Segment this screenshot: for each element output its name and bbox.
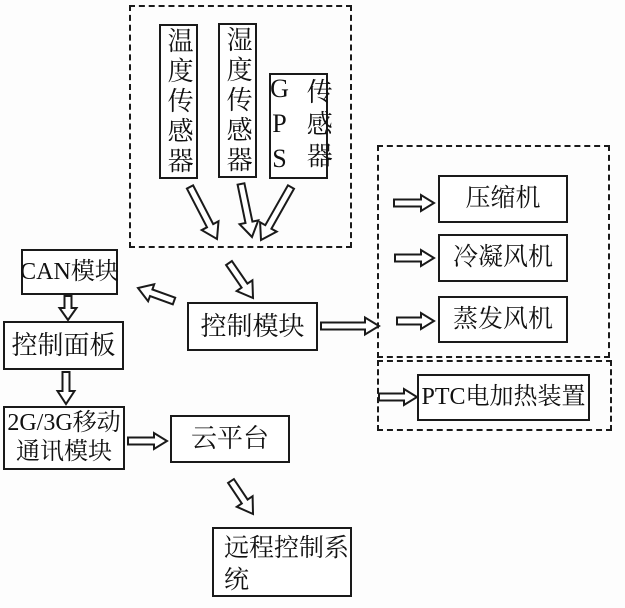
arrow-control-panel-to-comm: [58, 372, 75, 404]
comm-module-label-line1: 2G/3G移动: [7, 410, 121, 437]
gps-sensor-word: 传感器: [303, 78, 333, 174]
arrow-control-module-to-can: [138, 284, 175, 304]
ptc-heater-label: PTC电加热装置: [421, 384, 586, 411]
comm-module-box: [3, 406, 125, 470]
cloud-platform-label: 云平台: [190, 424, 269, 454]
condenser-fan-label: 冷凝风机: [452, 244, 553, 271]
evaporator-fan-label: 蒸发风机: [452, 305, 553, 333]
control-module-label: 控制模块: [200, 311, 305, 341]
control-panel-label: 控制面板: [11, 330, 116, 360]
ptc-heater-box: [417, 374, 590, 421]
compressor-label: 压缩机: [465, 185, 541, 212]
arrow-can-to-control-panel: [60, 296, 77, 320]
remote-system-box: [212, 527, 352, 597]
gps-sensor-label: [264, 74, 333, 179]
comm-module-label-line2: 通讯模块: [16, 439, 112, 465]
arrow-cloud-to-remote: [228, 479, 253, 514]
arrow-sensors-to-control-module: [226, 261, 253, 298]
can-module-box: [21, 249, 118, 295]
humidity-sensor-label: 湿度传感器: [223, 25, 253, 176]
arrow-comm-to-cloud: [128, 433, 167, 449]
compressor-box: [438, 175, 568, 223]
control-module-box: [187, 302, 318, 351]
condenser-fan-box: [438, 234, 568, 282]
cloud-platform-box: [170, 415, 290, 463]
humidity-sensor-box: [218, 23, 257, 178]
temperature-sensor-label: 温度传感器: [164, 26, 194, 177]
gps-sensor-box: [265, 73, 333, 179]
remote-system-label: 远程控制系统: [224, 535, 350, 594]
arrow-control-module-to-actuators: [321, 318, 379, 335]
control-panel-box: [3, 321, 124, 370]
evaporator-fan-box: [438, 296, 568, 343]
gps-letters: GPS: [265, 73, 294, 179]
can-module-label: CAN模块: [20, 258, 119, 285]
temperature-sensor-box: [159, 24, 198, 179]
